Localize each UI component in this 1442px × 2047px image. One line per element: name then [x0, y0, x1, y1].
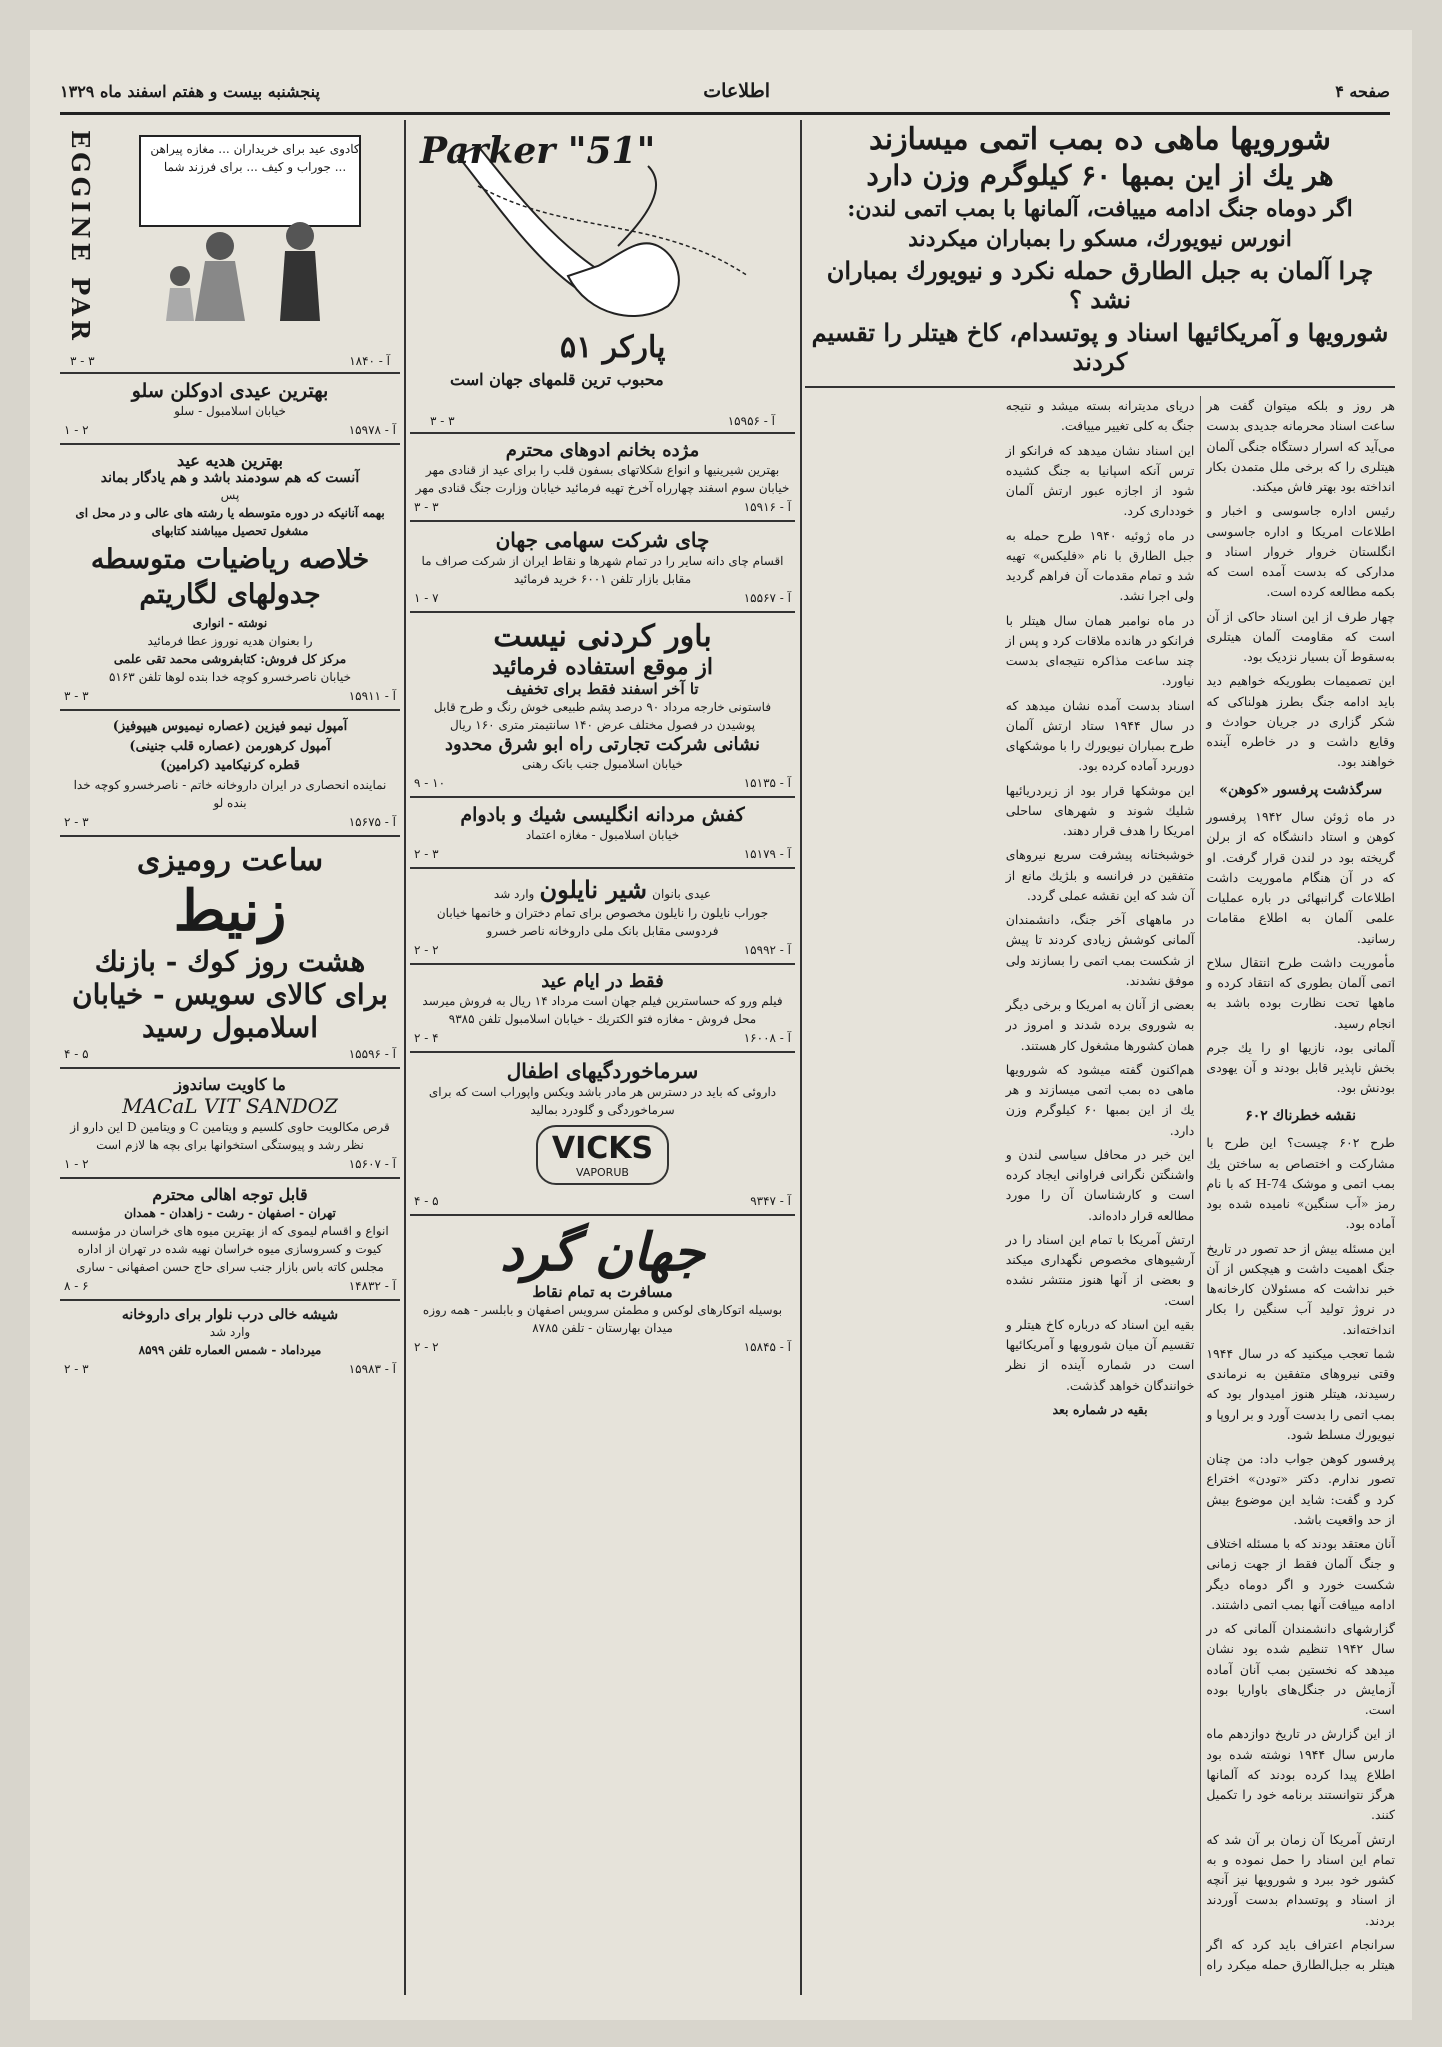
headline: هر یك از این بمبها ۶۰ کیلوگرم وزن دارد — [866, 159, 1334, 192]
ad-title: ساعت رومیزی — [136, 842, 324, 878]
book-author: نوشته - انواری — [192, 616, 268, 630]
ad-pretitle: عیدی بانوان — [652, 887, 712, 901]
headline: شورویها و آمریکائیها اسناد و پوتسدام، کاخ هیتلر را تقسیم کردند — [811, 318, 1389, 376]
ad-title: قابل توجه اهالی محترم — [152, 1184, 308, 1204]
ad-ref: آ - ۱۵۶۷۵ — [348, 814, 396, 829]
ad-body: بوسیله اتوکارهای لوکس و مطمئن سرویس اصفهان و بابلسر - همه روزه — [422, 1303, 783, 1317]
ad-count: ۳ - ۳ — [414, 500, 439, 514]
ad-body: اقسام چای دانه سایر را در تمام شهرها و نقاط ایران از شرکت صراف ما مقابل بازار تلفن ۶۰۰۱ خرید فرمائید — [421, 554, 784, 586]
ad-body: فاستونی خارجه مرداد ۹۰ درصد پشم طبیعی خوش رنگ و طرح قابل پوشیدن در فصول مختلف عرض ۱۴۰ سانتیمتر متری ۱۶۰ ریال — [433, 700, 772, 732]
ad-ref: آ - ۱۵۹۷۸ — [348, 423, 396, 437]
ad-ref-row — [64, 1279, 396, 1293]
ad-ref: آ - ۱۵۵۹۶ — [348, 1046, 396, 1061]
parker-brand: Parker "51" — [420, 130, 656, 172]
ad-ref: آ - ۱۵۹۱۱ — [348, 689, 396, 703]
ad-ref-row — [414, 500, 791, 514]
ad-ref-row — [414, 591, 791, 605]
stocking-ad — [410, 869, 795, 965]
sandoz-ad — [60, 1069, 400, 1179]
subheading: سرگذشت پرفسور «کوهن» — [1219, 781, 1383, 798]
ad-count: ۳ - ۳ — [70, 354, 95, 368]
ad-address: خیابان اسلامبول - سلو — [174, 404, 286, 418]
ad-pretitle: بهترین هدیه عید — [177, 451, 283, 470]
ad-ref-row — [64, 1362, 396, 1376]
ad-count: ۲ - ۲ — [414, 1340, 439, 1354]
ad-body: انواع و اقسام لیموی که از بهترین میوه های خراسان در مؤسسه کیوت و کسروسازی میوه خراسان نهیه شده در تهران از اداره مجلس کاته باس بازار جنب سرای حاج حسن اصفهانی - ساری — [71, 1223, 389, 1274]
ad-body: جوراب نایلون را نایلون مخصوص برای تمام دختران و خانمها خیابان فردوسی مقابل بانک ملی داروخانه ناصر خسرو — [436, 906, 769, 938]
ad-title: چای شرکت سهامی جهان — [495, 528, 710, 552]
masthead — [60, 72, 1390, 115]
lemon-ad — [60, 1179, 400, 1301]
issue-date: پنجشنبه بیست و هفتم اسفند ماه ۱۳۲۹ — [60, 82, 320, 101]
ad-address: خیابان اسلامبول جنب بانک رهنی — [522, 757, 683, 771]
ad-title: ما کاویت ساندوز — [174, 1074, 286, 1094]
ad-address: میرداماد - شمس العماره تلفن ۸۵۹۹ — [138, 1342, 322, 1357]
ad-address: خیابان ناصرخسرو کوچه خدا بنده لوها تلفن ۵۱۶۳ — [108, 670, 352, 684]
ad-title: مژده بخانم ادوهای محترم — [505, 440, 700, 461]
ad-ref-row — [64, 815, 396, 829]
ad-count: ۲ - ۴ — [414, 1031, 439, 1045]
subheading: نقشه خطرناك ۶۰۲ — [1245, 1107, 1357, 1124]
ad-body: داروئی که باید در دسترس هر مادر باشد ویکس واپوراب است که برای سرماخوردگی و گلودرد بمالید — [428, 1085, 777, 1117]
ad-ref: آ - ۱۵۶۰۷ — [348, 1156, 396, 1171]
ad-count: ۲ - ۳ — [64, 1361, 89, 1376]
ad-ref-row — [414, 1031, 791, 1045]
shoes-ad — [410, 798, 795, 869]
paper-name: اطلاعات — [703, 80, 770, 102]
vicks-logo — [536, 1125, 669, 1185]
headline: اگر دوماه جنگ ادامه مییافت، آلمانها با بمب اتمی لندن: — [847, 196, 1353, 222]
ad-title: فقط در ایام عید — [541, 971, 664, 992]
ad-ref-row — [64, 423, 396, 437]
ad-count: ۱ - ۲ — [64, 1156, 89, 1171]
ad-subtitle: تا آخر اسفند فقط برای تخفیف — [506, 680, 699, 698]
ad-ref-row — [430, 414, 775, 428]
ad-ref-row — [64, 1047, 396, 1061]
ad-count: ۳ - ۳ — [64, 689, 89, 703]
ad-posttitle: وارد شد — [493, 887, 535, 901]
ad-address: خیابان اسلامبول - مغازه اعتماد — [525, 828, 680, 842]
ad-shop: نشانی شرکت تجارتی راه ابو شرق محدود — [444, 734, 761, 755]
ad-ref-row — [414, 847, 791, 861]
ad-count: ۳ - ۳ — [430, 414, 455, 428]
ad-ref: آ - ۱۵۹۸۳ — [348, 1361, 396, 1376]
ad-ref: آ - ۱۵۱۳۵ — [743, 776, 791, 790]
ad-line: آنست که هم سودمند باشد و هم یادگار بماند — [100, 470, 360, 486]
ad-title: سرماخوردگیهای اطفال — [506, 1059, 699, 1083]
bottles-ad — [60, 1301, 400, 1382]
headline: انورس نیویورك، مسکو را بمباران میکردند — [908, 226, 1292, 252]
ad-title: جهان گرد — [500, 1222, 705, 1283]
ad-ref: آ - ۱۵۹۱۶ — [743, 500, 791, 514]
perfume-ad — [60, 374, 400, 445]
headline-block — [805, 122, 1395, 388]
ad-ref-row — [414, 1340, 791, 1354]
ad-count: ۲ - ۳ — [64, 814, 89, 829]
ad-line: آمپول کرهورمن (عصاره قلب جنینی) — [129, 738, 331, 754]
ad-body: بهترین شیرینیها و انواع شکلاتهای بسفون قلب را برای عید از قنادی مهر خیابان سوم اسفند چهارراه آخرخ تهیه فرمائید خیابان وزارت جنگ قنادی مهر — [415, 463, 790, 495]
ad-cities: تهران - اصفهان - رشت - زاهدان - همدان — [124, 1205, 336, 1220]
book-title: خلاصه ریاضیات متوسطه — [90, 544, 370, 575]
ad-body: کادوی عید برای خریداران ... مغازه پیراهن ... جوراب و کیف ... برای فرزند شما — [150, 142, 360, 174]
parker-ad — [410, 120, 795, 434]
ad-line: قطره کرنیکامید (کرامین) — [160, 758, 300, 773]
ad-body: قرص مکالویت حاوی کلسیم و ویتامین C و ویتامین D این دارو از نظر رشد و پیوستگی استخوانها برای بچه ها لازم است — [70, 1119, 390, 1152]
parker-name: پارکر ۵۱ — [560, 330, 666, 365]
headline: شورویها ماهی ده بمب اتمی میسازند — [868, 122, 1332, 157]
article-body: هر روز و بلکه میتوان گفت هر ساعت اسناد محرمانه جدیدی بدست می‌آید که اسرار دستگاه جنگی آلمان هیتلری را که برخی ملل متمدن بکار انداخته بود بهتر فاش میکند. رئیس اداره جاسوسی و اخبار و اطلاعات امریکا و اداره جاسوسی انگلستان خروار خروار اسناد و مدارکی که بدست آمده است که بکمه مطالعه کرده است. چهار طرف از این اسناد حاکی از آن است که مقاومت آلمان هیتلری به‌سقوط آن بسیار نزدیک بود. این تصمیمات بطوریکه خواهیم دید باید ادامه جنگ بطرز هولناکی که شکر گزاری در جریان حوادث و وقایع داشت و در خاطره آینده خواهند بود. سرگذشت پرفسور «کوهن» در ماه ژوئن سال ۱۹۴۲ پرفسور کوهن و استاد دانشگاه که از برلن گریخته بود در لندن قرار گرفت. او که در آن هنگام ماموریت داشت اطلاعات گرانبهائی در باره عملیات علمی آلمان به اطلاع مقامات رسانید. مأموریت داشت طرح انتقال سلاح اتمی آلمان بطوری که انتقاد کرده و ماهها تحت نظارت بوده باشد به انجام رسید. آلمانی بود، نازیها او را یك جرم بخش ناپذیر قابل بودند و آن یهودی بودنش بود. نقشه خطرناك ۶۰۲ طرح ۶۰۲ چیست؟ این طرح با مشارکت و اختصاص به ساختن یك بمب اتمی و موشک H-74 که با نام رمز «آب سنگین» نامیده شده بود آماده بود. این مسئله بیش از حد تصور در تاریخ جنگ اهمیت داشت و هیچکس از آن خبر نداشت که مسئولان کارخانه‌ها در نروژ تولید آب سنگین را بکار انداخته‌اند. شما تعجب میکنید که در سال ۱۹۴۴ وقتی نیروهای متفقین به نرماندی رسیدند، هیتلر هنوز امیدوار بود که بمب اتمی را بدست آورد و بر اروپا و نیویورك مسلط شود. پرفسور کوهن جواب داد: من چنان تصور ندارم. دکتر «تودن» اختراع کرد و گفت: شاید این موضوع بیش از حد واقعیت باشد. آنان معتقد بودند که با مسئله اختلاف و جنگ آلمان فقط از جهت زمانی شکست خورد و اگر دوماه دیگر ادامه مییافت آنها بمب اتمی داشتند. گزارشهای دانشمندان آلمانی که در سال ۱۹۴۲ تنظیم شده بود نشان میدهد که نخستین بمب آنان آماده آزمایش در جنگل‌های باواریا بوده است. از این گزارش در تاریخ دوازدهم ماه مارس سال ۱۹۴۴ نوشته شده بود اطلاع پیدا کرده بودند که آلمانها هرگز نتوانستند برنامه خود را تکمیل کنند. ارتش آمریکا آن زمان بر آن شد که تمام این اسناد را حمل نموده و به کشور خود ببرد و شورویها نیز آنچه از اسناد و پوتسدام بدست آوردند بردند. سرانجام اعتراف باید کرد که اگر هیتلر به جبل‌الطارق حمله میکرد راه دریای مدیترانه بسته میشد و نتیجه جنگ به کلی تغییر مییافت. این اسناد نشان میدهد که فرانکو از ترس آنکه اسپانیا به جنگ کشیده شود از اجازه عبور ارتش آلمان خودداری کرد. در ماه ژوئیه ۱۹۴۰ طرح حمله به جبل الطارق با نام «فلیکس» تهیه شد و تمام مقدمات آن فراهم گردید ولی اجرا نشد. در ماه نوامبر همان سال هیتلر با فرانکو در هانده ملاقات کرد و پس از چند ساعت مذاکره نتیجه‌ای بدست نیاورد. اسناد بدست آمده نشان میدهد که در سال ۱۹۴۴ ستاد ارتش آلمان طرح بمباران نیویورك را با موشکهای دوربرد آماده کرده بود. این موشکها قرار بود از زیردریائیها شلیك شوند و شهرهای ساحلی امریکا را هدف قرار دهند. خوشبختانه پیشرفت سریع نیروهای متفقین در فرانسه و بلژیك مانع از آن شد که این نقشه عملی گردد. در ماههای آخر جنگ، دانشمندان آلمانی کوشش زیادی کردند تا پیش از شکست بمب اتمی را بسازند ولی موفق نشدند. بعضی از آنان به امریکا و برخی دیگر به شوروی برده شدند و امروز در همان کشورها مشغول کار هستند. هم‌اکنون گفته میشود که شورویها ماهی ده بمب اتمی میسازند و هر یك از این بمبها ۶۰ کیلوگرم وزن دارد. این خبر در محافل سیاسی لندن و واشنگتن نگرانی فراوانی ایجاد کرده است و کارشناسان آن را مورد مطالعه قرار داده‌اند. ارتش آمریکا با تمام این اسناد را در آرشیوهای مخصوص نگهداری میکند و بعضی از آنها هنوز منتشر نشده است. بقیه این اسناد که درباره کاخ هیتلر و تقسیم آن میان شورویها و آمریکائیها است در شماره آینده از نظر خوانندگان خواهد گذشت. بقیه در شماره بعد — [1005, 398, 1395, 1973]
vicks-sub: VAPORUB — [576, 1166, 629, 1179]
ad-title: کفش مردانه انگلیسی شیك و بادوام — [460, 804, 745, 826]
mojdeh-ad — [410, 434, 795, 522]
continued-note: بقیه در شماره بعد — [1052, 1401, 1148, 1417]
ad-title: باور کردنی نیست — [493, 619, 712, 654]
ad-line: هشت روز کوك - بازنك — [94, 944, 366, 978]
ads-middle — [410, 120, 795, 1995]
eid-film-ad — [410, 965, 795, 1053]
column-rule — [404, 120, 406, 1995]
ad-title: شیر نایلون — [539, 875, 648, 904]
ad-line: اسلامبول رسید — [141, 1010, 319, 1044]
ad-title: بهترین عیدی ادوکلن سلو — [131, 380, 329, 402]
ad-sub: وارد شد — [209, 1324, 251, 1339]
ad-ref: آ - ۱۴۸۳۲ — [348, 1278, 396, 1293]
ad-ref-row — [414, 943, 791, 957]
vicks-brand: VICKS — [551, 1131, 654, 1166]
eggine-ad — [60, 120, 400, 374]
ad-count: ۴ - ۵ — [64, 1046, 89, 1061]
ad-brand: MACaL VIT SANDOZ — [122, 1093, 338, 1118]
ad-count: ۲ - ۳ — [414, 847, 439, 861]
ad-brand: زنیط — [173, 877, 287, 944]
ad-ref: آ - ۱۵۹۵۶ — [727, 414, 775, 428]
nylon-fabric-ad — [410, 613, 795, 798]
ad-ref-row — [70, 354, 390, 368]
zenith-clock-ad — [60, 837, 400, 1069]
ad-line: پس — [220, 488, 240, 502]
ad-line: آمپول نیمو فیزین (عصاره نیمیوس هیپوفیز) — [112, 719, 348, 734]
ad-count: ۸ - ۶ — [64, 1278, 89, 1293]
ad-address: میدان بهارستان - تلفن ۸۷۸۵ — [532, 1321, 673, 1335]
ads-left — [60, 120, 400, 1995]
ad-count: ۱ - ۲ — [64, 423, 89, 437]
books-ad — [60, 445, 400, 711]
ad-count: ۲ - ۲ — [414, 943, 439, 957]
ad-ref: آ - ۱۵۱۷۹ — [743, 847, 791, 861]
book-title: جدولهای لگاریتم — [139, 579, 321, 610]
ad-ref-row — [64, 1157, 396, 1171]
ad-body: فیلم ورو که حساسترین فیلم جهان است مرداد ۱۴ ریال به فروش میرسد محل فروش - مغازه فتو الکتریك - خیابان اسلامبول تلفن ۹۳۸۵ — [422, 994, 783, 1026]
ad-ref: آ - ۹۳۴۷ — [750, 1194, 791, 1208]
headline: چرا آلمان به جبل الطارق حمله نکرد و نیویورك بمباران نشد ؟ — [826, 256, 1374, 314]
ad-count: ۴ - ۵ — [414, 1194, 439, 1208]
main-story — [805, 120, 1395, 1995]
ad-ref-row — [414, 1194, 791, 1208]
vicks-ad — [410, 1053, 795, 1216]
ad-title: شیشه خالی درب نلوار برای داروخانه — [121, 1306, 339, 1323]
ad-ref: آ - ۱۵۵۶۷ — [743, 591, 791, 605]
tea-ad — [410, 522, 795, 613]
ad-line: بهمه آنانیکه در دوره متوسطه یا رشته های عالی و در محل ای مشغول تحصیل میباشند کتابهای — [75, 506, 385, 538]
column-rule — [800, 120, 802, 1995]
ad-ref: آ - ۱۶۰۰۸ — [743, 1031, 791, 1045]
ad-ref: آ - ۱۵۸۴۵ — [743, 1340, 791, 1354]
ad-subtitle: مسافرت به تمام نقاط — [532, 1283, 673, 1301]
parker-tagline: محبوب ترین قلمهای جهان است — [450, 370, 664, 389]
ad-count: ۹ - ۱۰ — [414, 776, 446, 790]
ad-note: نماینده انحصاری در ایران داروخانه خاتم - ناصرخسرو کوچه خدا بنده لو — [73, 777, 387, 810]
jahangard-ad — [410, 1216, 795, 1360]
ad-ref-row — [64, 689, 396, 703]
ad-title: از موقع استفاده فرمائید — [492, 654, 713, 680]
ad-line: برای کالای سویس - خیابان — [72, 977, 388, 1011]
pharma-ad — [60, 711, 400, 837]
page-number: صفحه ۴ — [1335, 82, 1390, 101]
eggine-brand: EGGINE PAR — [66, 130, 95, 344]
ad-ref: آ - ۱۵۹۹۲ — [743, 943, 791, 957]
ad-distributor: مرکز کل فروش: کتابفروشی محمد تقی علمی — [113, 652, 347, 666]
ad-ref-row — [414, 776, 791, 790]
ad-note: را بعنوان هدیه نوروز عطا فرمائید — [147, 634, 313, 648]
ad-count: ۱ - ۷ — [414, 591, 439, 605]
ad-ref: آ - ۱۸۴۰ — [349, 354, 390, 368]
